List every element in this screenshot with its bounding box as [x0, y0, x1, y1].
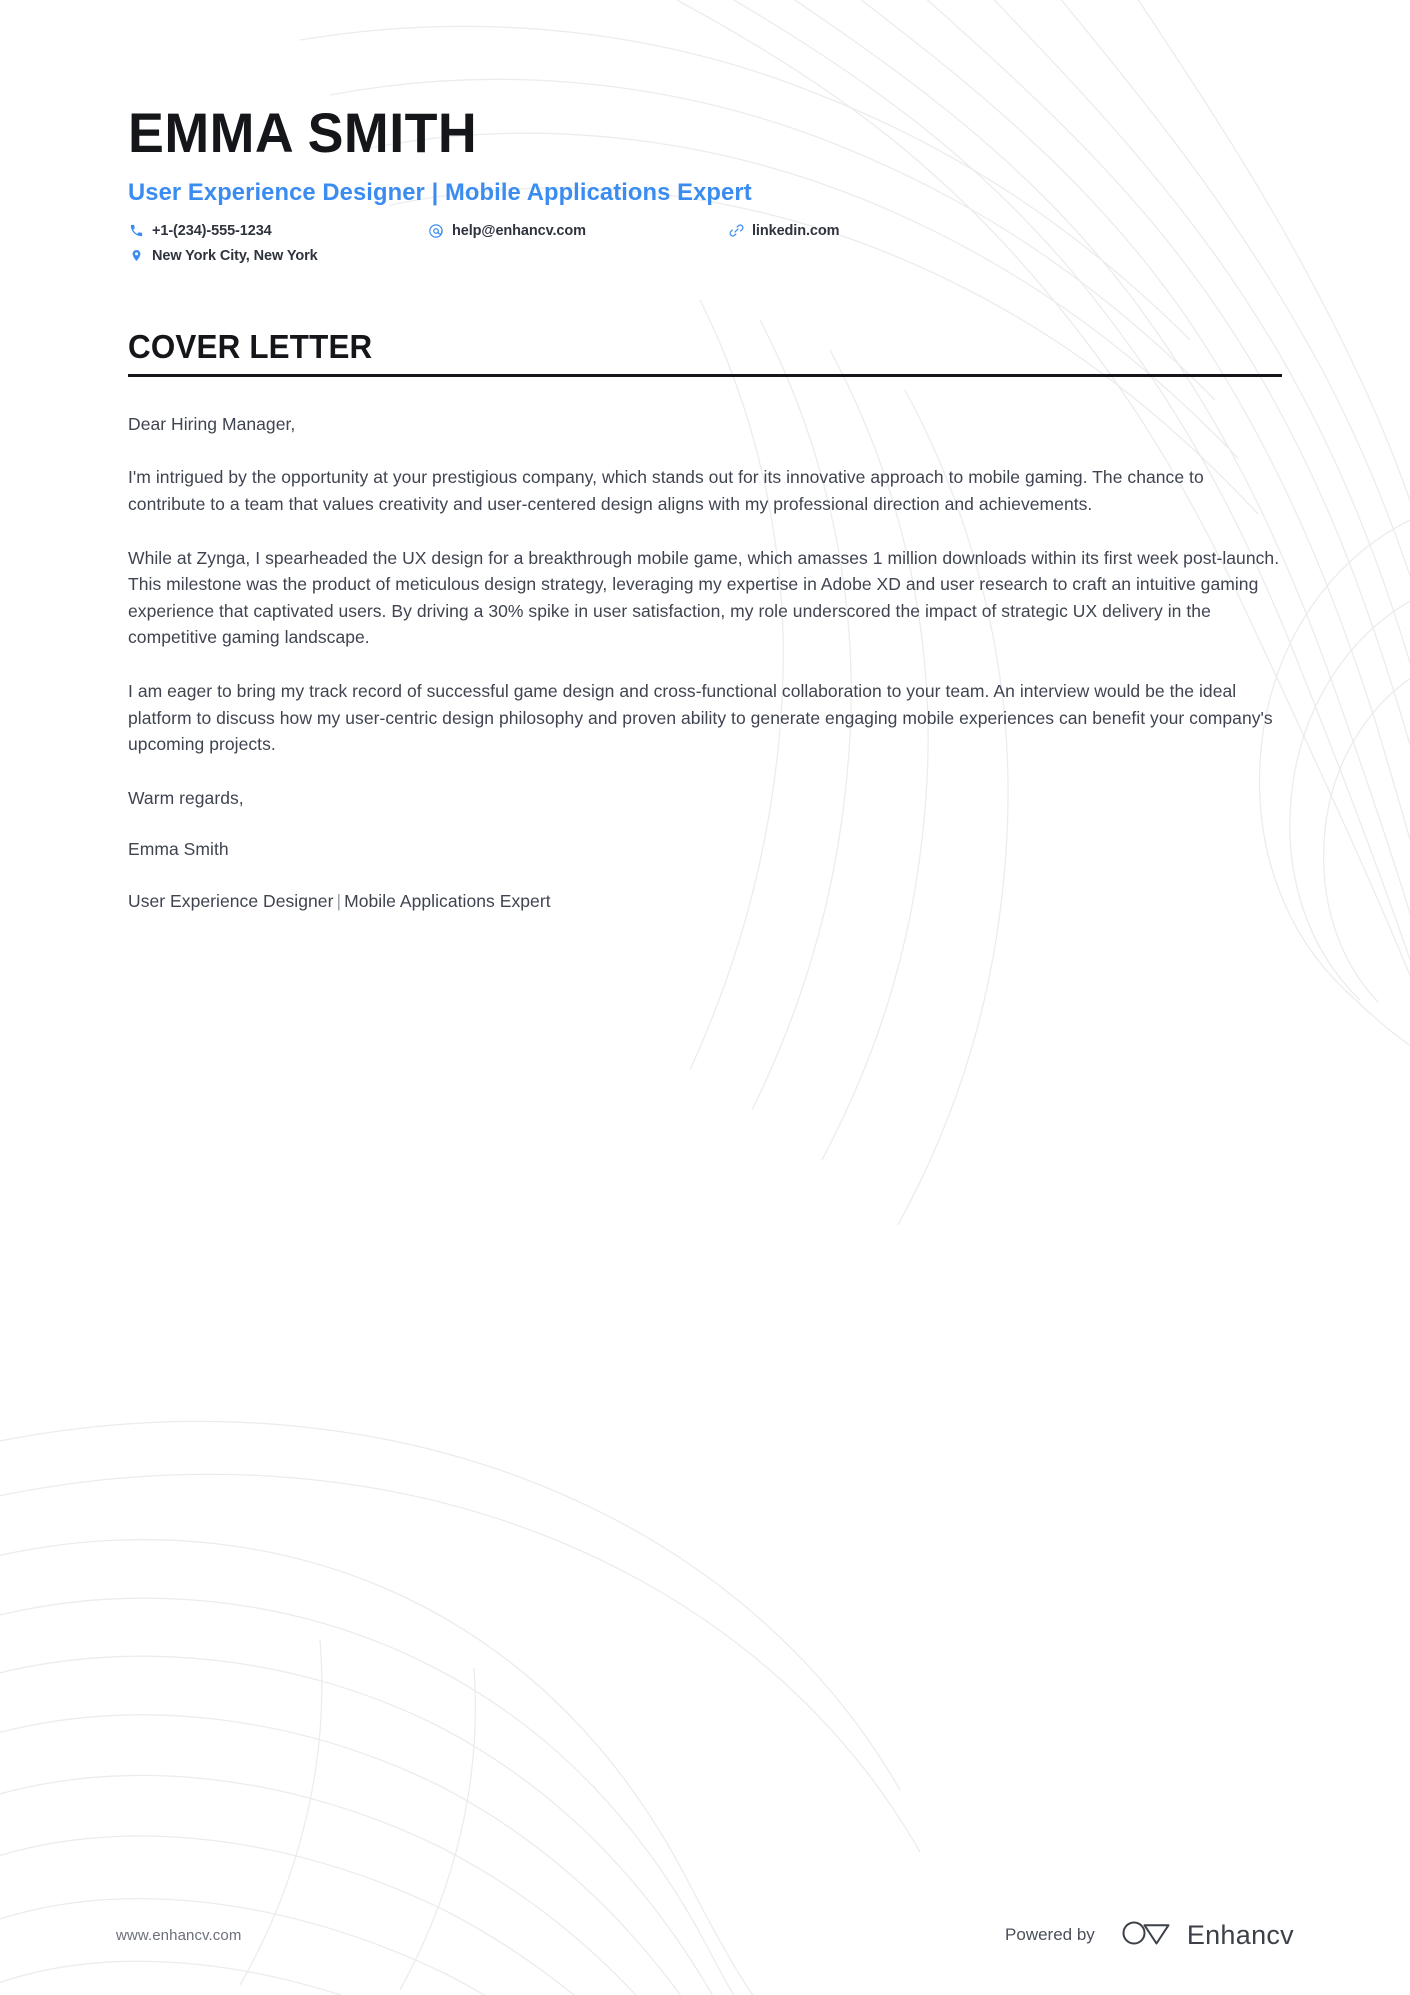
contact-email-value: help@enhancv.com	[452, 222, 586, 239]
section-heading: COVER LETTER	[128, 327, 373, 365]
contact-phone[interactable]	[128, 223, 428, 239]
email-icon	[428, 223, 444, 239]
letter-signature-name: Emma Smith	[128, 839, 229, 860]
enhancv-brand-name: Enhancv	[1186, 1919, 1294, 1950]
enhancv-logo-icon	[1121, 1918, 1173, 1953]
footer-branding	[1005, 1918, 1294, 1953]
letter-paragraph-2: While at Zynga, I spearheaded the UX design for a breakthrough mobile game, which amasses 1 million downloads within its first week post-launch. This milestone was the product of meticulous design strategy, leveraging my expertise in Adobe XD and user research to craft an intuitive gaming experience that captivated users. By driving a 30% spike in user satisfaction, my role underscored the impact of strategic UX delivery in the competitive gaming landscape.	[128, 547, 1280, 648]
powered-by-label: Powered by	[1005, 1925, 1095, 1944]
location-icon	[128, 248, 144, 264]
contact-email[interactable]	[428, 223, 728, 239]
contact-info	[128, 223, 1078, 264]
page-footer	[0, 1875, 1410, 1995]
signature-title-left: User Experience Designer	[128, 890, 334, 911]
phone-icon	[128, 223, 144, 239]
header-job-title: User Experience Designer | Mobile Applications Expert	[128, 178, 752, 206]
letter-paragraph-3: I am eager to bring my track record of successful game design and cross-functional collaboration to your team. An interview would be the ideal platform to discuss how my user-centric design philosophy and proven ability to generate engaging mobile experiences can benefit your company's upcoming projects.	[128, 680, 1273, 755]
contact-location	[128, 248, 428, 264]
letter-body	[128, 411, 1282, 915]
letter-paragraph-1: I'm intrigued by the opportunity at your prestigious company, which stands out for its innovative approach to mobile gaming. The chance to contribute to a team that values creativity and user-centered design aligns with my professional direction and achievements.	[128, 467, 1204, 514]
contact-linkedin-value: linkedin.com	[752, 222, 840, 239]
contact-location-value: New York City, New York	[152, 247, 318, 264]
letter-signature-title	[128, 888, 1282, 915]
signature-title-separator: |	[336, 890, 342, 911]
footer-website-url[interactable]: www.enhancv.com	[116, 1926, 242, 1944]
contact-linkedin[interactable]	[728, 223, 1028, 239]
section-divider	[128, 374, 1282, 377]
signature-title-right: Mobile Applications Expert	[344, 890, 551, 911]
link-icon	[728, 223, 744, 239]
header	[128, 0, 1282, 264]
cover-letter-section	[128, 328, 1282, 915]
enhancv-logo-lockup	[1121, 1918, 1294, 1953]
contact-phone-value: +1-(234)-555-1234	[152, 222, 272, 239]
document-content	[0, 0, 1410, 915]
letter-closing: Warm regards,	[128, 787, 244, 808]
page-title: EMMA SMITH	[128, 101, 478, 164]
letter-salutation: Dear Hiring Manager,	[128, 413, 296, 434]
